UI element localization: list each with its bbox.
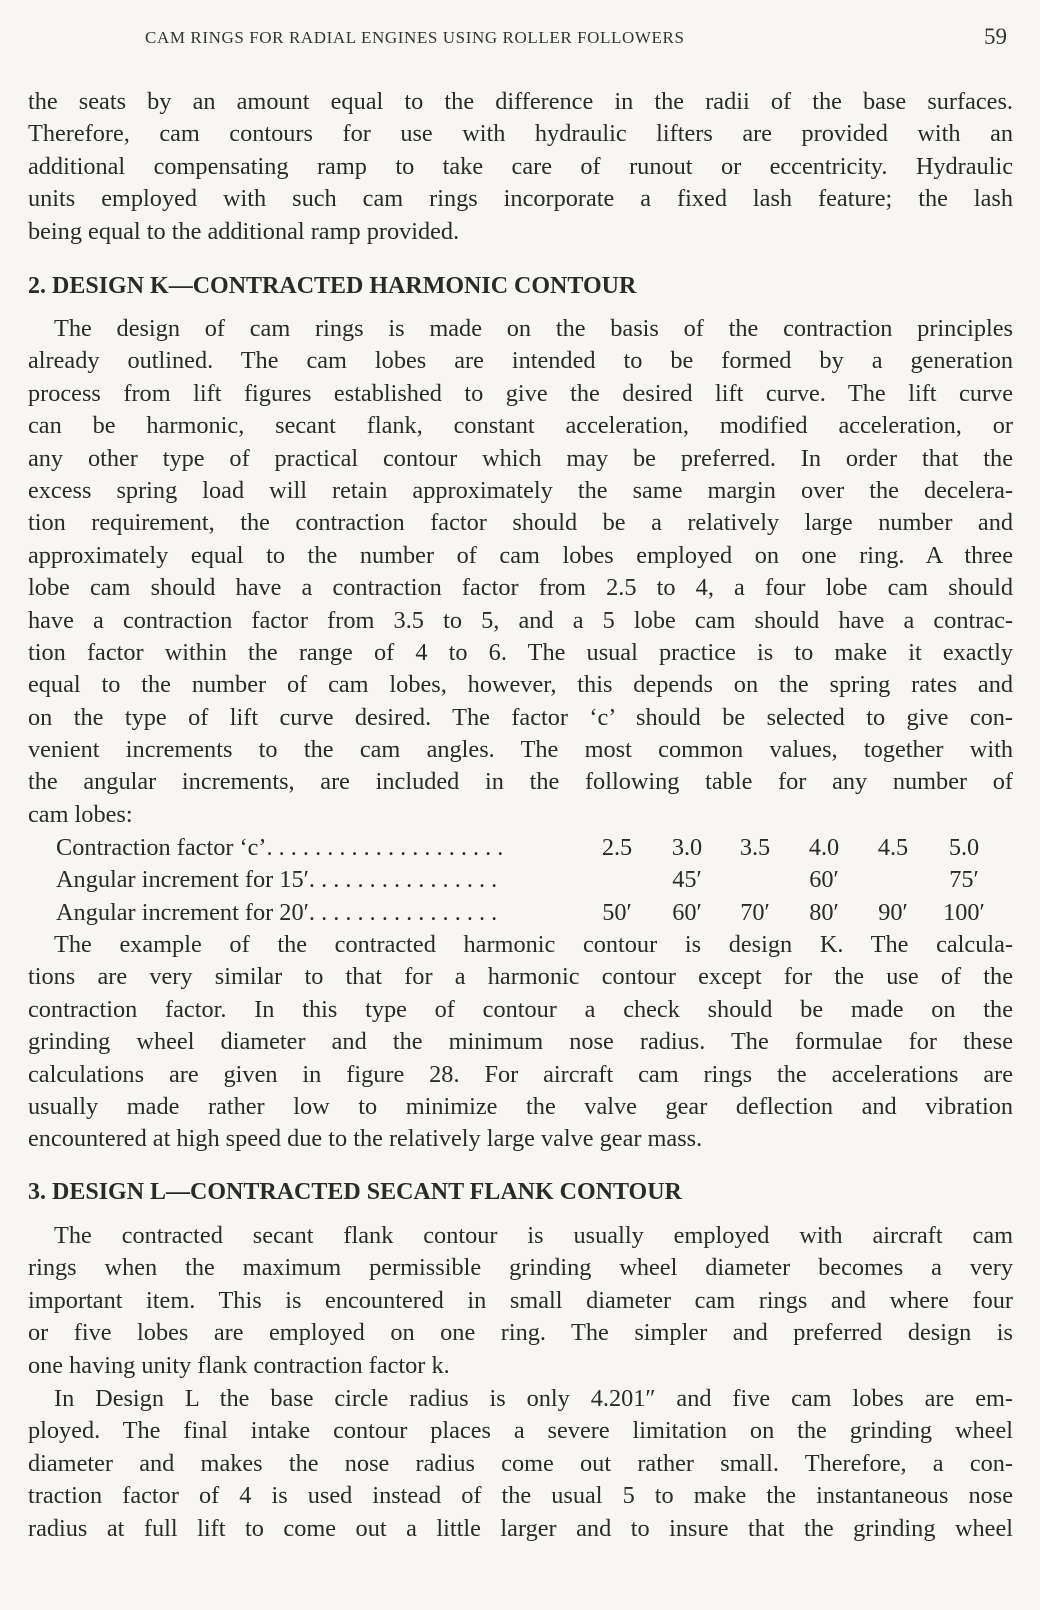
text-line: the angular increments, are included in the following table for any number of bbox=[28, 768, 1013, 796]
text-line: calculations are given in figure 28. For aircraft cam rings the accelerations are bbox=[28, 1060, 1013, 1088]
table-cell: 3.0 bbox=[671, 834, 703, 861]
paragraph-design-l-detail bbox=[28, 1383, 1013, 1545]
table-cell: 4.5 bbox=[877, 834, 909, 861]
text-line: Therefore, cam contours for use with hydraulic lifters are provided with an bbox=[28, 120, 1013, 148]
text-line: venient increments to the cam angles. The most common values, together with bbox=[28, 736, 1013, 764]
table-cell: 45′ bbox=[672, 866, 702, 894]
text-line: on the type of lift curve desired. The factor ‘c’ should be selected to give con- bbox=[28, 703, 1013, 731]
table-cell: 2.5 bbox=[601, 834, 633, 861]
text-line: have a contraction factor from 3.5 to 5, and a 5 lobe cam should have a contrac- bbox=[28, 606, 1013, 634]
text-line: important item. This is encountered in small diameter cam rings and where four bbox=[28, 1286, 1013, 1314]
text-line: cam lobes: bbox=[28, 800, 133, 828]
paragraph-design-l-intro bbox=[28, 1220, 1013, 1382]
contraction-factor-table bbox=[56, 832, 1016, 929]
text-line: process from lift figures established to give the desired lift curve. The lift curve bbox=[28, 379, 1013, 407]
text-line: additional compensating ramp to take care of runout or eccentricity. Hydraulic bbox=[28, 152, 1013, 180]
page-number: 59 bbox=[984, 24, 1007, 49]
paragraph-design-k-example bbox=[28, 929, 1013, 1156]
table-cell: 80′ bbox=[809, 898, 839, 926]
text-line: diameter and makes the nose radius come out rather small. Therefore, a con- bbox=[28, 1449, 1013, 1477]
text-line: The contracted secant flank contour is usually employed with aircraft cam bbox=[54, 1222, 1013, 1249]
section-heading-design-l: 3. DESIGN L—CONTRACTED SECANT FLANK CONTOUR bbox=[28, 1179, 682, 1205]
table-cell: 100′ bbox=[943, 898, 985, 926]
text-line: encountered at high speed due to the relatively large valve gear mass. bbox=[28, 1125, 703, 1153]
table-row bbox=[56, 832, 1016, 864]
text-line: The design of cam rings is made on the basis of the contraction principles bbox=[54, 315, 1013, 342]
paragraph-design-k-body bbox=[28, 313, 1013, 831]
text-line: The example of the contracted harmonic contour is design K. The calcula- bbox=[54, 931, 1013, 958]
table-cell: 3.5 bbox=[739, 834, 771, 861]
text-line: tion factor within the range of 4 to 6. The usual practice is to make it exactly bbox=[28, 638, 1013, 666]
text-line: any other type of practical contour which may be preferred. In order that the bbox=[28, 444, 1013, 472]
text-line: grinding wheel diameter and the minimum nose radius. The formulae for these bbox=[28, 1028, 1013, 1056]
text-line: approximately equal to the number of cam lobes employed on one ring. A three bbox=[28, 541, 1013, 569]
text-line: usually made rather low to minimize the valve gear deflection and vibration bbox=[28, 1092, 1013, 1120]
text-line: excess spring load will retain approximately the same margin over the decelera- bbox=[28, 476, 1013, 504]
text-line: In Design L the base circle radius is only 4.201″ and five cam lobes are em- bbox=[54, 1385, 1013, 1412]
text-line: or five lobes are employed on one ring. The simpler and preferred design is bbox=[28, 1319, 1013, 1347]
text-line: ployed. The final intake contour places a severe limitation on the grinding wheel bbox=[28, 1417, 1013, 1445]
table-row bbox=[56, 864, 1016, 896]
paragraph-intro bbox=[28, 86, 1013, 248]
section-heading-design-k: 2. DESIGN K—CONTRACTED HARMONIC CONTOUR bbox=[28, 273, 637, 299]
text-line: can be harmonic, secant flank, constant acceleration, modified acceleration, or bbox=[28, 412, 1013, 440]
text-line: the seats by an amount equal to the difference in the radii of the base surfaces. bbox=[28, 88, 1013, 115]
text-line: equal to the number of cam lobes, however, this depends on the spring rates and bbox=[28, 671, 1013, 699]
text-line: rings when the maximum permissible grinding wheel diameter becomes a very bbox=[28, 1254, 1013, 1282]
table-cell: 50′ bbox=[602, 898, 632, 926]
text-line: tions are very similar to that for a harmonic contour except for the use of the bbox=[28, 963, 1013, 991]
text-line: contraction factor. In this type of contour a check should be made on the bbox=[28, 995, 1013, 1023]
table-row bbox=[56, 897, 1016, 929]
row-label: Angular increment for 15′. . . . . . . . . . . . . . . . bbox=[56, 866, 498, 894]
text-line: tion requirement, the contraction factor should be a relatively large number and bbox=[28, 509, 1013, 537]
table-cell: 75′ bbox=[949, 866, 979, 894]
table-cell: 4.0 bbox=[808, 834, 840, 861]
table-cell: 70′ bbox=[740, 898, 770, 926]
running-title: CAM RINGS FOR RADIAL ENGINES USING ROLLER FOLLOWERS bbox=[145, 28, 685, 47]
table-cell: 60′ bbox=[672, 898, 702, 926]
row-label: Angular increment for 20′. . . . . . . . . . . . . . . . bbox=[56, 898, 498, 926]
row-label: Contraction factor ‘c’. . . . . . . . . . . . . . . . . . . . bbox=[56, 834, 504, 861]
text-line: traction factor of 4 is used instead of the usual 5 to make the instantaneous nose bbox=[28, 1482, 1013, 1510]
text-line: units employed with such cam rings incorporate a fixed lash feature; the lash bbox=[28, 185, 1013, 213]
text-line: lobe cam should have a contraction factor from 2.5 to 4, a four lobe cam should bbox=[28, 574, 1013, 602]
text-line: already outlined. The cam lobes are intended to be formed by a generation bbox=[28, 347, 1013, 375]
text-line: being equal to the additional ramp provided. bbox=[28, 217, 460, 245]
table-cell: 60′ bbox=[809, 866, 839, 894]
table-cell: 90′ bbox=[878, 898, 908, 926]
table-cell: 5.0 bbox=[948, 834, 980, 861]
text-line: radius at full lift to come out a little larger and to insure that the grinding wheel bbox=[28, 1514, 1013, 1542]
text-line: one having unity flank contraction factor k. bbox=[28, 1351, 450, 1379]
